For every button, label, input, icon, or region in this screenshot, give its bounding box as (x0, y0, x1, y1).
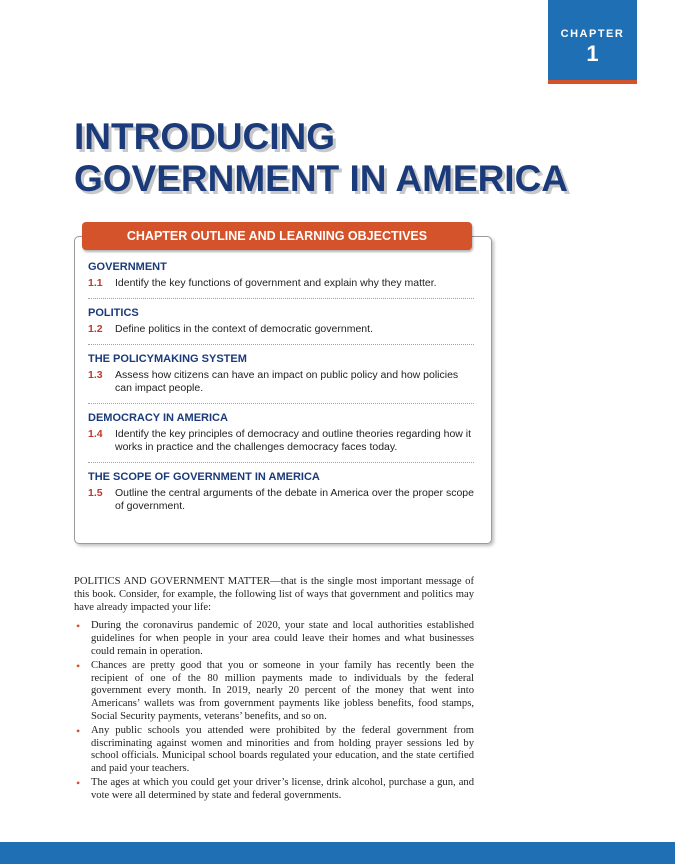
objective-number: 1.5 (88, 487, 103, 499)
bullet-list (74, 620, 474, 802)
objective-text: Define politics in the context of democratic government. (115, 323, 373, 335)
objective-text: Identify the key principles of democracy and outline theories regarding how it works in practice and the challenges democracy faces today. (115, 428, 472, 453)
body-text (74, 576, 474, 804)
outline-section (88, 412, 474, 463)
section-title: DEMOCRACY IN AMERICA (88, 412, 228, 424)
bullet-icon: • (76, 658, 81, 673)
bullet-text: Any public schools you attended were prohibited by the federal government from discriminating against women and minorities and from holding prayer sessions led by school officials. Municipal school boards regulated your education, and the state certified and paid your teachers. (91, 724, 474, 775)
bullet-item (74, 725, 474, 776)
intro-paragraph: POLITICS AND GOVERNMENT MATTER—that is the single most important message of this book. Consider, for example, the following list of ways that government and politics may have already impacted your life: (74, 576, 474, 613)
bullet-item (74, 620, 474, 658)
bullet-icon: • (76, 723, 81, 738)
objective-text: Outline the central arguments of the debate in America over the proper scope of government. (115, 487, 474, 512)
objective-text: Identify the key functions of government and explain why they matter. (115, 277, 437, 289)
bullet-text: The ages at which you could get your driver’s license, drink alcohol, purchase a gun, and vote were all determined by state and federal governments. (91, 776, 474, 801)
outline-section (88, 307, 474, 345)
chapter-number: 1 (586, 41, 599, 66)
section-title: THE SCOPE OF GOVERNMENT IN AMERICA (88, 471, 320, 483)
bullet-icon: • (76, 619, 81, 634)
outline-header: CHAPTER OUTLINE AND LEARNING OBJECTIVES (82, 222, 472, 250)
objective-text: Assess how citizens can have an impact on public policy and how policies can impact people. (115, 369, 459, 394)
learning-objective (88, 277, 474, 290)
bullet-icon: • (76, 775, 81, 790)
outline-sections (88, 261, 474, 529)
chapter-title-line1: INTRODUCING (74, 116, 336, 157)
outline-section (88, 471, 474, 521)
objective-number: 1.1 (88, 277, 103, 289)
objective-number: 1.4 (88, 428, 103, 440)
bullet-text: During the coronavirus pandemic of 2020, your state and local authorities established guidelines for when people in your area could leave their homes and what businesses could remain in operation. (91, 620, 474, 657)
objective-number: 1.3 (88, 369, 103, 381)
chapter-tab (548, 0, 637, 84)
learning-objective (88, 323, 474, 336)
section-title: THE POLICYMAKING SYSTEM (88, 353, 247, 365)
bullet-text: Chances are pretty good that you or someone in your family has recently been the recipient of one of the 80 million payments made to individuals by the federal government every month. In 2019, nearly 20 percent of the money that went into Americans’ wallets was from government payments like jobless benefits, food stamps, Social Security payments, veterans’ benefits, and so on. (91, 659, 474, 722)
footer-bar (0, 842, 675, 864)
section-title: GOVERNMENT (88, 261, 167, 273)
learning-objective (88, 369, 474, 395)
bullet-item (74, 660, 474, 724)
learning-objective (88, 428, 474, 454)
learning-objective (88, 487, 474, 513)
objective-number: 1.2 (88, 323, 103, 335)
chapter-title-line2: GOVERNMENT IN AMERICA (74, 158, 569, 199)
outline-section (88, 261, 474, 299)
chapter-title (74, 116, 654, 200)
chapter-label: CHAPTER (560, 28, 625, 40)
outline-section (88, 353, 474, 404)
bullet-item (74, 777, 474, 803)
section-title: POLITICS (88, 307, 139, 319)
